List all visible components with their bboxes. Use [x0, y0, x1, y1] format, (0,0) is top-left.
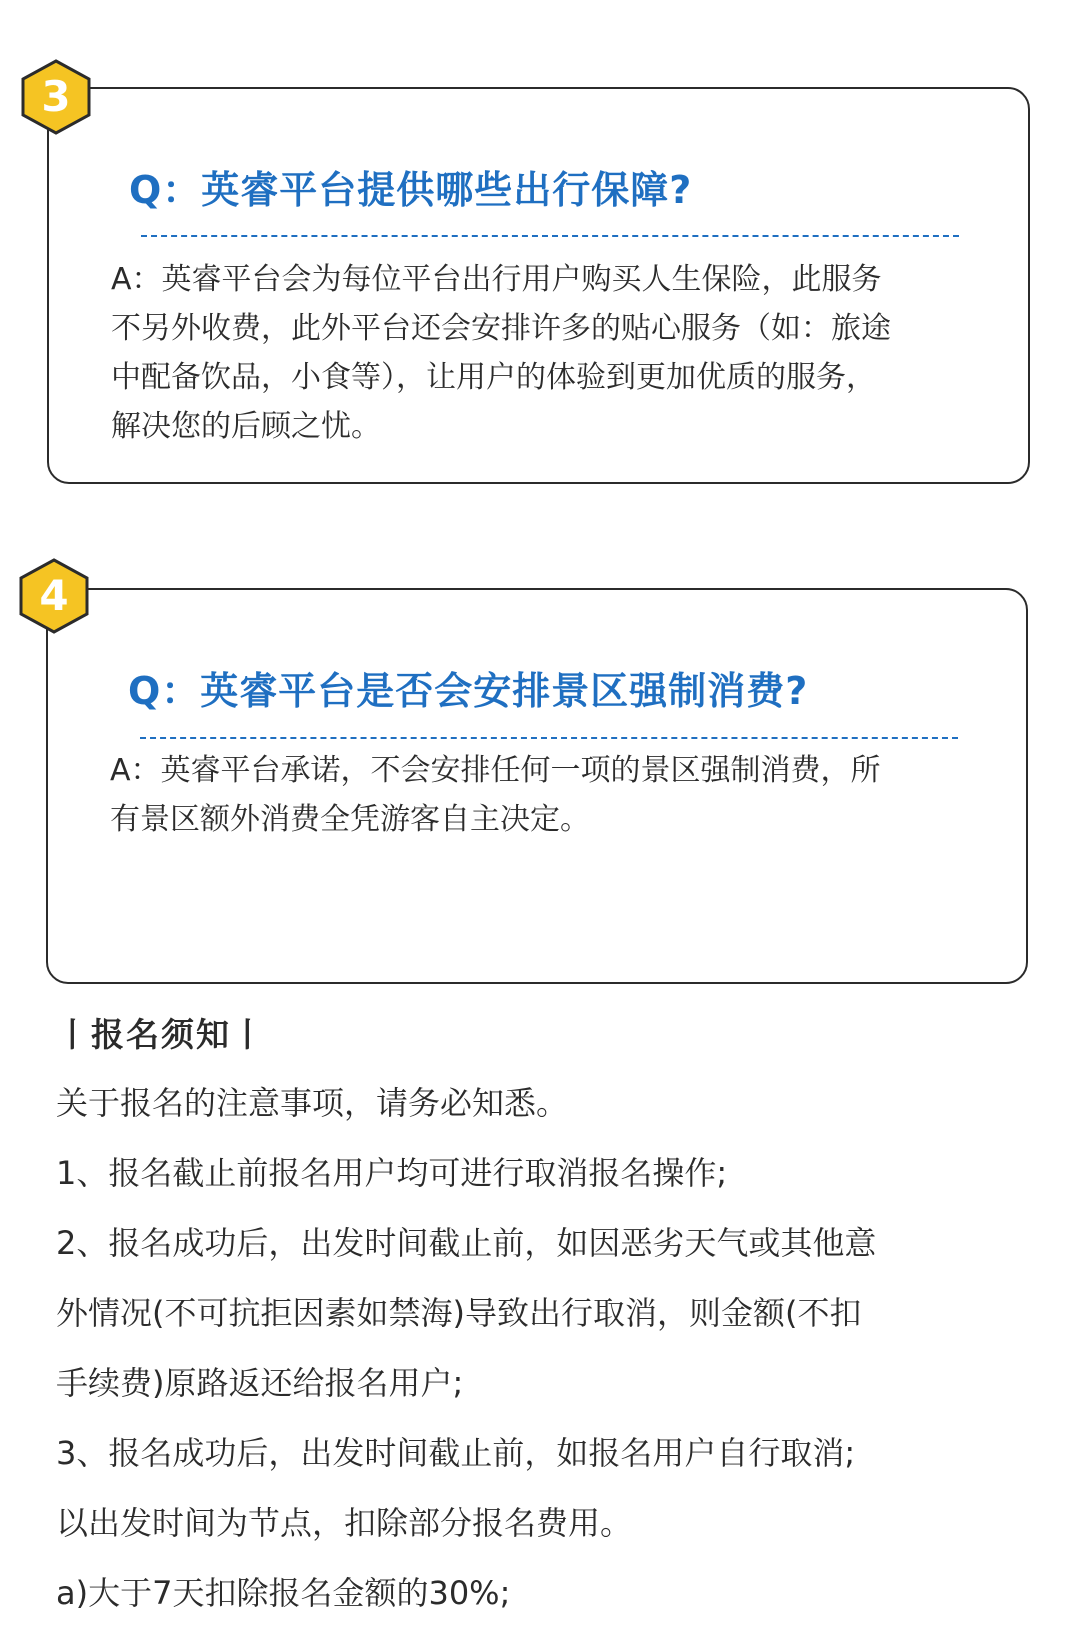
notice-line: 以出发时间为节点，扣除部分报名费用。 — [56, 1504, 633, 1542]
faq-answer — [110, 746, 980, 844]
faq-answer — [111, 255, 981, 451]
notice-line: 3、报名成功后，出发时间截止前，如报名用户自行取消; — [56, 1434, 856, 1472]
answer-line: A：英睿平台会为每位平台出行用户购买人生保险，此服务 — [111, 262, 882, 297]
answer-line: A：英睿平台承诺，不会安排任何一项的景区强制消费，所 — [110, 753, 881, 788]
answer-line: 解决您的后顾之忧。 — [111, 409, 381, 444]
notice-line: a)大于7天扣除报名金额的30%; — [56, 1574, 511, 1612]
badge-number: 3 — [41, 72, 71, 121]
notice-line: 1、报名截止前报名用户均可进行取消报名操作; — [56, 1154, 728, 1192]
faq-card-4 — [46, 588, 1028, 984]
number-badge-3 — [20, 58, 92, 136]
notice-title: 丨报名须知丨 — [56, 1015, 266, 1054]
faq-question: Q：英睿平台是否会安排景区强制消费? — [128, 669, 809, 713]
badge-number: 4 — [39, 571, 69, 620]
faq-card-3 — [47, 87, 1030, 484]
notice-line: 外情况(不可抗拒因素如禁海)导致出行取消，则金额(不扣 — [56, 1294, 862, 1332]
dashed-divider — [140, 737, 958, 739]
answer-line: 不另外收费，此外平台还会安排许多的贴心服务（如：旅途 — [111, 311, 891, 346]
answer-line: 中配备饮品，小食等），让用户的体验到更加优质的服务， — [111, 360, 876, 395]
notice-line: 2、报名成功后，出发时间截止前，如因恶劣天气或其他意 — [56, 1224, 877, 1262]
notice-line: 手续费)原路返还给报名用户; — [56, 1364, 464, 1402]
notice-intro: 关于报名的注意事项，请务必知悉。 — [56, 1084, 569, 1122]
registration-notice — [56, 1010, 1016, 1628]
answer-line: 有景区额外消费全凭游客自主决定。 — [110, 802, 590, 837]
dashed-divider — [141, 235, 959, 237]
faq-question: Q：英睿平台提供哪些出行保障? — [129, 168, 693, 212]
number-badge-4 — [18, 557, 90, 635]
